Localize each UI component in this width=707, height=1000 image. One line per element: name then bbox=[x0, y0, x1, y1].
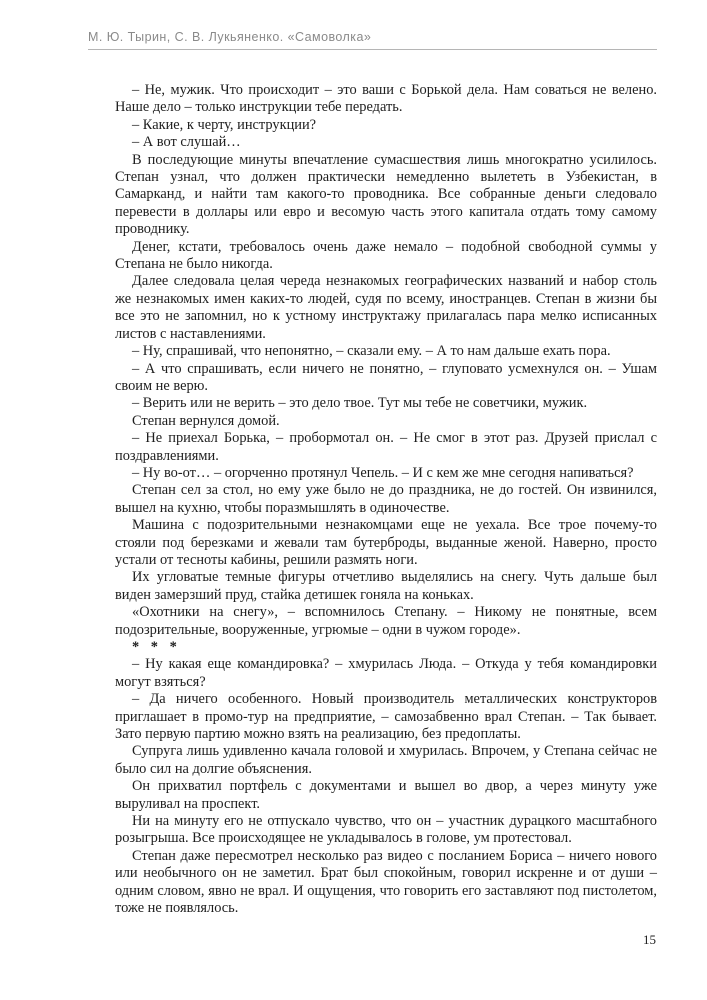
header-divider bbox=[88, 49, 657, 50]
paragraph: – Ну во-от… – огорченно протянул Чепель. – И с кем же мне сегодня напиваться? bbox=[132, 464, 634, 481]
paragraph: – А вот слушай… bbox=[132, 134, 241, 151]
page-body bbox=[115, 82, 657, 918]
paragraph: – Верить или не верить – это дело твое. Тут мы тебе не советчики, мужик. bbox=[132, 395, 588, 412]
paragraph: Супруга лишь удивленно качала головой и хмурилась. Впрочем, у Степана сейчас не было сил на долгие объяснения. bbox=[115, 743, 657, 777]
paragraph: Степан сел за стол, но ему уже было не до праздника, не до гостей. Он извинился, вышел на кухню, чтобы поразмышлять в одиночестве. bbox=[115, 482, 657, 516]
running-header: М. Ю. Тырин, С. В. Лукьяненко. «Самоволка» bbox=[88, 30, 372, 44]
paragraph: – Не приехал Борька, – пробормотал он. – Не смог в этот раз. Друзей прислал с поздравлениями. bbox=[115, 430, 657, 464]
paragraph: Он прихватил портфель с документами и вышел во двор, а через минуту уже выруливал на проспект. bbox=[115, 778, 657, 812]
paragraph: Денег, кстати, требовалось очень даже немало – подобной свободной суммы у Степана не было никогда. bbox=[115, 238, 657, 273]
paragraph: Далее следовала целая череда незнакомых географических названий и набор столь же незнакомых имен каких-то людей, судя по всему, иностранцев. Степан в жизни бы все это не запомнил, но к устному инструктажу прилагалась пара мелко исписанных листов с наставлениями. bbox=[115, 273, 657, 342]
paragraph: Степан вернулся домой. bbox=[132, 412, 280, 429]
paragraph: «Охотники на снегу», – вспомнилось Степану. – Никому не понятные, всем подозрительные, вооруженные, угрюмые – одни в чужом городе». bbox=[115, 604, 657, 638]
paragraph: Машина с подозрительными незнакомцами еще не уехала. Все трое почему-то стояли под березками и жевали там бутерброды, выданные женой. Наверно, просто устали от тесноты кабины, решили размять ноги. bbox=[115, 517, 657, 568]
paragraph: – Какие, к черту, инструкции? bbox=[132, 116, 317, 133]
paragraph: Степан даже пересмотрел несколько раз видео с посланием Бориса – ничего нового или необычного он не заметил. Брат был спокойным, говорил искренне и от души – одним словом, явно не врал. И ощущения, что говорить его заставляют под пистолетом, тоже не появлялось. bbox=[115, 847, 657, 917]
paragraph: – Ну, спрашивай, что непонятно, – сказали ему. – А то нам дальше ехать пора. bbox=[132, 343, 611, 360]
page-number: 15 bbox=[643, 932, 656, 947]
paragraph: В последующие минуты впечатление сумасшествия лишь многократно усилилось. Степан узнал, что должен практически немедленно вылететь в Узбекистан, в Самарканд, и найти там какого-то проводника. Все собранные деньги следовало перевести в доллары или евро и весомую часть этого капитала отдать тому самому проводнику. bbox=[115, 151, 657, 238]
paragraph: – Ну какая еще командировка? – хмурилась Люда. – Откуда у тебя командировки могут взяться? bbox=[115, 656, 657, 690]
paragraph: – Не, мужик. Что происходит – это ваши с Борькой дела. Нам соваться не велено. Наше дело – только инструкции тебе передать. bbox=[115, 82, 657, 116]
paragraph: – А что спрашивать, если ничего не понятно, – глуповато усмехнулся он. – Ушам своим не верю. bbox=[115, 360, 657, 394]
paragraph: Ни на минуту его не отпускало чувство, что он – участник дурацкого масштабного розыгрыша. Все происходящее не укладывалось в голове, ум протестовал. bbox=[115, 813, 657, 847]
paragraph: Их угловатые темные фигуры отчетливо выделялись на снегу. Чуть дальше был виден замерзший пруд, стайка детишек гоняла на коньках. bbox=[115, 569, 657, 603]
section-separator: * * * bbox=[132, 639, 181, 655]
paragraph: – Да ничего особенного. Новый производитель металлических конструкторов приглашает в промо-тур на предприятие, – самозабвенно врал Степан. – Так бывает. Зато первую партию можно взять на реализацию, без предоплаты. bbox=[115, 691, 657, 743]
